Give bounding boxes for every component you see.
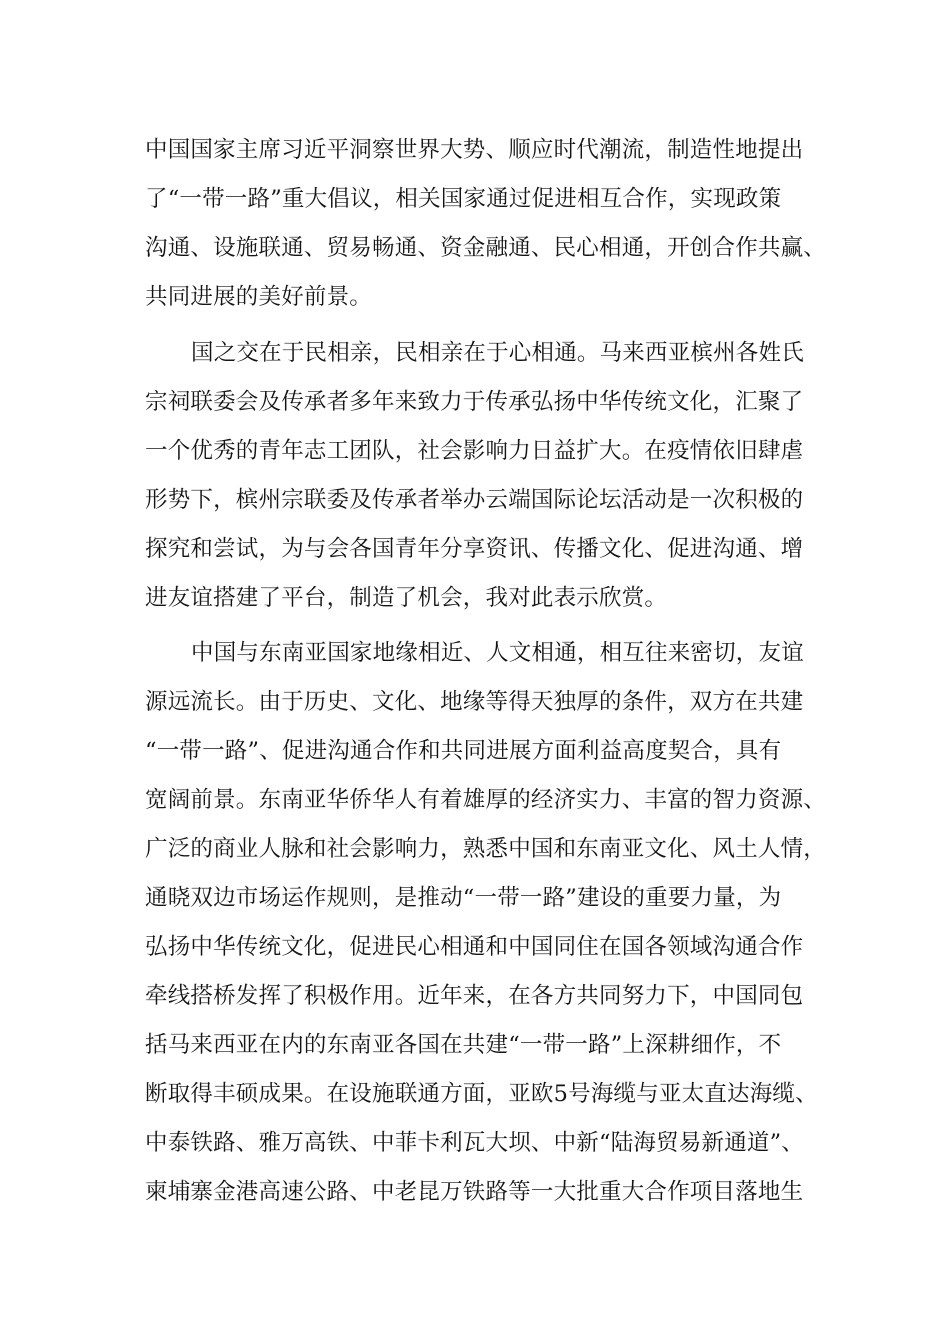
paragraph-first-line: 中国与东南亚国家地缘相近、人文相通，相互往来密切，友谊	[191, 640, 804, 666]
text-line: 源远流长。由于历史、文化、地缘等得天独厚的条件，双方在共建	[145, 689, 804, 715]
text-line: 宗祠联委会及传承者多年来致力于传承弘扬中华传统文化，汇聚了	[145, 389, 804, 415]
text-line: 中泰铁路、雅万高铁、中菲卡利瓦大坝、中新“陆海贸易新通道”、	[145, 1130, 805, 1156]
text-line: 了“一带一路”重大倡议，相关国家通过促进相互合作，实现政策	[145, 186, 782, 212]
text-line: 形势下，槟州宗联委及传承者举办云端国际论坛活动是一次积极的	[145, 487, 804, 513]
text-line: 探究和尝试，为与会各国青年分享资讯、传播文化、促进沟通、增	[145, 536, 804, 562]
text-line: 一个优秀的青年志工团队，社会影响力日益扩大。在疫情依旧肆虐	[145, 438, 804, 464]
text-line: 断取得丰硕成果。在设施联通方面，亚欧5号海缆与亚太直达海缆、	[145, 1081, 818, 1107]
text-line: 括马来西亚在内的东南亚各国在共建“一带一路”上深耕细作，不	[145, 1032, 782, 1058]
text-line: “一带一路”、促进沟通合作和共同进展方面利益高度契合，具有	[145, 738, 782, 764]
text-line: 通晓双边市场运作规则，是推动“一带一路”建设的重要力量，为	[145, 885, 782, 911]
text-line: 沟通、设施联通、贸易畅通、资金融通、民心相通，开创合作共赢、	[145, 235, 827, 261]
text-line: 广泛的商业人脉和社会影响力，熟悉中国和东南亚文化、风土人情，	[145, 836, 827, 862]
text-line: 弘扬中华传统文化，促进民心相通和中国同住在国各领域沟通合作	[145, 934, 804, 960]
text-line: 宽阔前景。东南亚华侨华人有着雄厚的经济实力、丰富的智力资源、	[145, 787, 827, 813]
text-line: 进友谊搭建了平台，制造了机会，我对此表示欣赏。	[145, 585, 668, 611]
text-line: 牵线搭桥发挥了积极作用。近年来，在各方共同努力下，中国同包	[145, 983, 804, 1009]
text-line: 共同进展的美好前景。	[145, 284, 373, 310]
paragraph-first-line: 国之交在于民相亲，民相亲在于心相通。马来西亚槟州各姓氏	[191, 340, 804, 366]
text-line: 中国国家主席习近平洞察世界大势、顺应时代潮流，制造性地提出	[145, 137, 804, 163]
text-line: 柬埔寨金港高速公路、中老昆万铁路等一大批重大合作项目落地生	[145, 1179, 804, 1205]
